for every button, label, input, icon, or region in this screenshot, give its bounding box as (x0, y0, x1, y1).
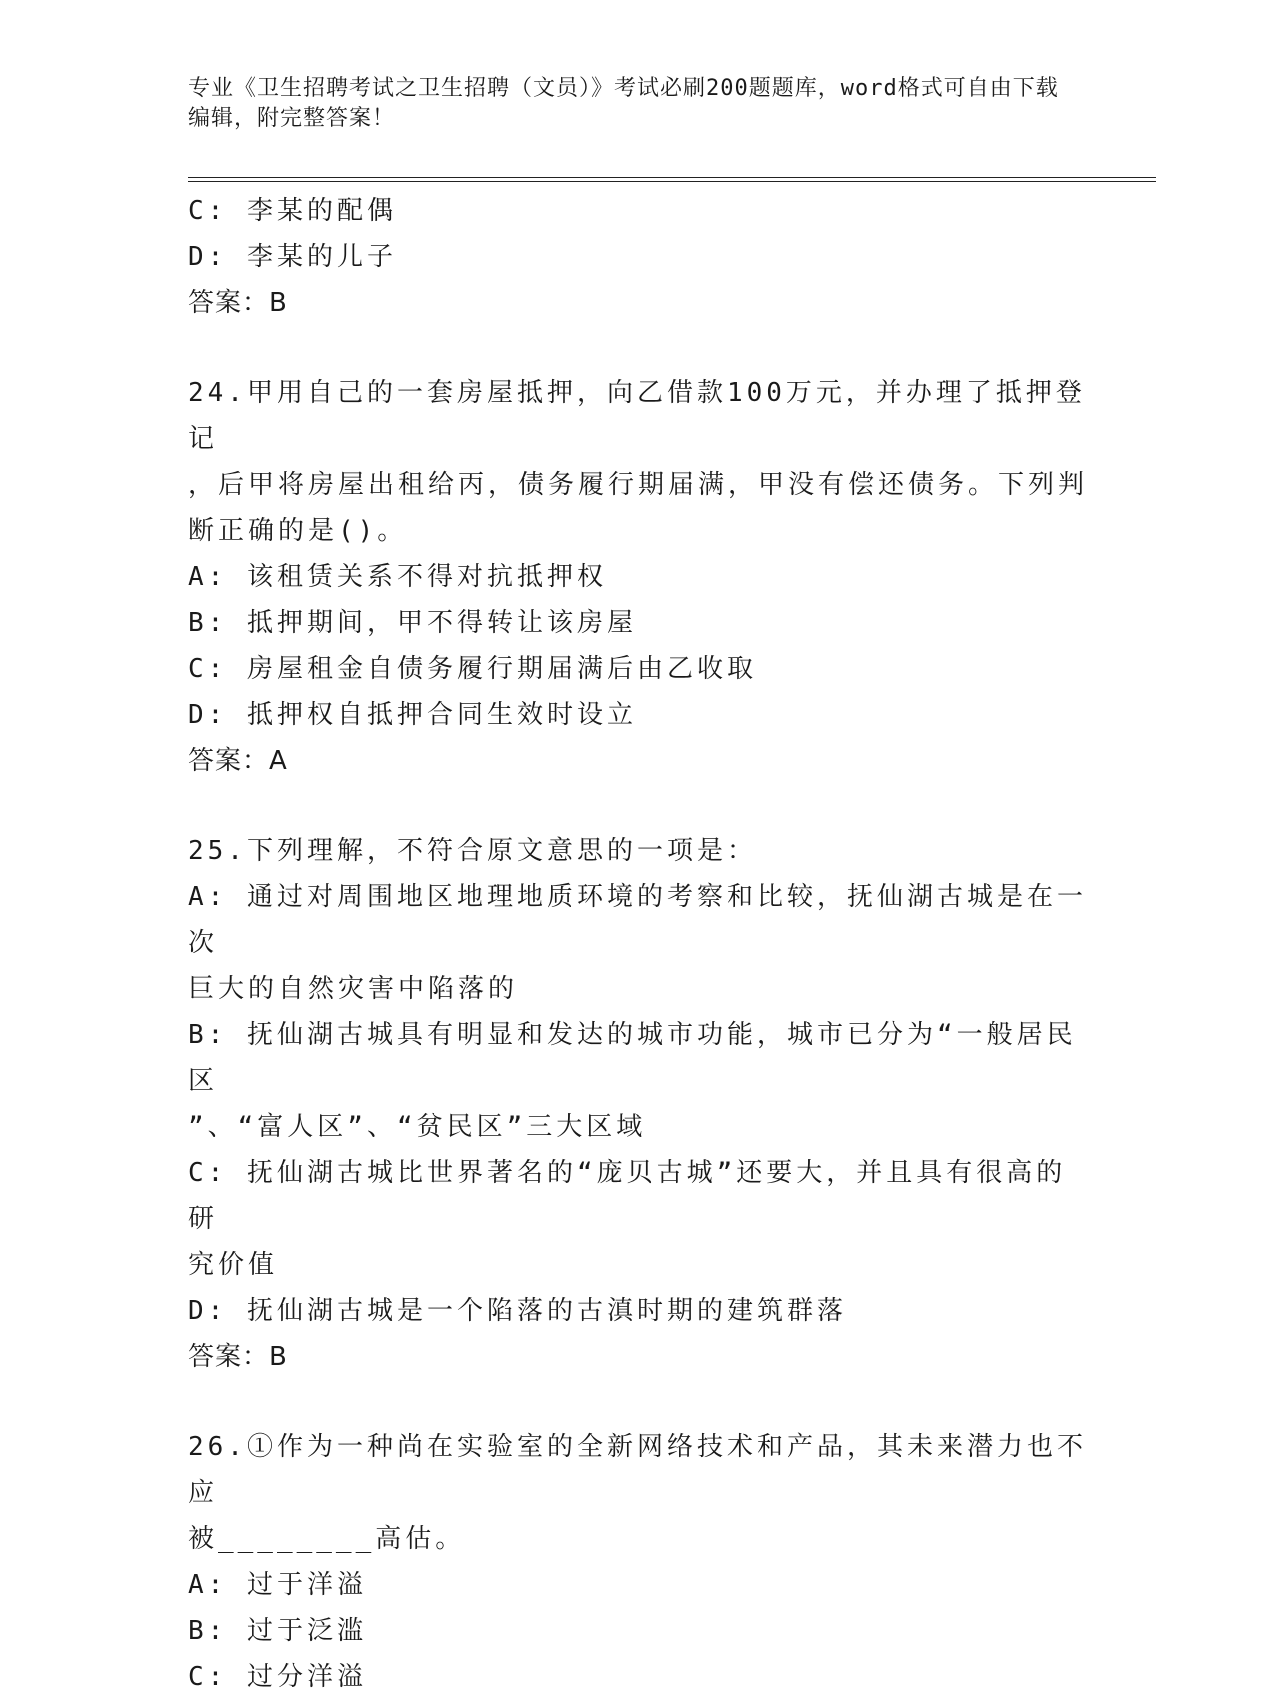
option-c-continued: 究价值 (188, 1250, 279, 1280)
answer-line: 答案：B (188, 1342, 288, 1372)
option-c: C: 抚仙湖古城比世界著名的“庞贝古城”还要大，并且具有很高的研 (188, 1158, 1067, 1234)
question-25 (188, 828, 1088, 1380)
question-24 (188, 370, 1088, 784)
option-c: C: 房屋租金自债务履行期届满后由乙收取 (188, 654, 757, 684)
question-text: 25.下列理解，不符合原文意思的一项是： (188, 836, 757, 866)
answer-line: 答案：B (188, 288, 288, 318)
question-text: 24.甲用自己的一套房屋抵押，向乙借款100万元，并办理了抵押登记 (188, 378, 1086, 454)
option-b: B: 抵押期间，甲不得转让该房屋 (188, 608, 637, 638)
answer-line: 答案：A (188, 746, 288, 776)
question-26 (188, 1424, 1088, 1700)
spacer (188, 326, 1088, 370)
header-rule-bottom (188, 181, 1156, 182)
header-title: 专业《卫生招聘考试之卫生招聘（文员）》考试必刷200题题库，word格式可自由下载编辑，附完整答案！ (188, 76, 1059, 131)
question-text: 26.①作为一种尚在实验室的全新网络技术和产品，其未来潜力也不应 (188, 1432, 1087, 1508)
option-b-continued: ”、“富人区”、“贫民区”三大区域 (188, 1112, 647, 1142)
header-rule-top (188, 177, 1156, 178)
option-c: C: 过分洋溢 (188, 1662, 367, 1692)
question-content (188, 188, 1088, 1700)
option-d: D: 抵押权自抵押合同生效时设立 (188, 700, 637, 730)
option-a: A: 该租赁关系不得对抗抵押权 (188, 562, 607, 592)
question-text: 被________高估。 (188, 1524, 466, 1554)
option-a: A: 通过对周围地区地理地质环境的考察和比较，抚仙湖古城是在一次 (188, 882, 1087, 958)
option-a-continued: 巨大的自然灾害中陷落的 (188, 974, 519, 1004)
option-b: B: 过于泛滥 (188, 1616, 367, 1646)
prev-question-block (188, 188, 1088, 326)
document-header (188, 74, 1068, 134)
option-a: A: 过于洋溢 (188, 1570, 367, 1600)
spacer (188, 1380, 1088, 1424)
option-c: C: 李某的配偶 (188, 196, 397, 226)
option-b: B: 抚仙湖古城具有明显和发达的城市功能，城市已分为“一般居民区 (188, 1020, 1077, 1096)
question-text: ，后甲将房屋出租给丙，债务履行期届满，甲没有偿还债务。下列判 (188, 470, 1089, 500)
option-d: D: 李某的儿子 (188, 242, 397, 272)
question-text: 断正确的是()。 (188, 516, 408, 546)
option-d: D: 抚仙湖古城是一个陷落的古滇时期的建筑群落 (188, 1296, 847, 1326)
spacer (188, 784, 1088, 828)
